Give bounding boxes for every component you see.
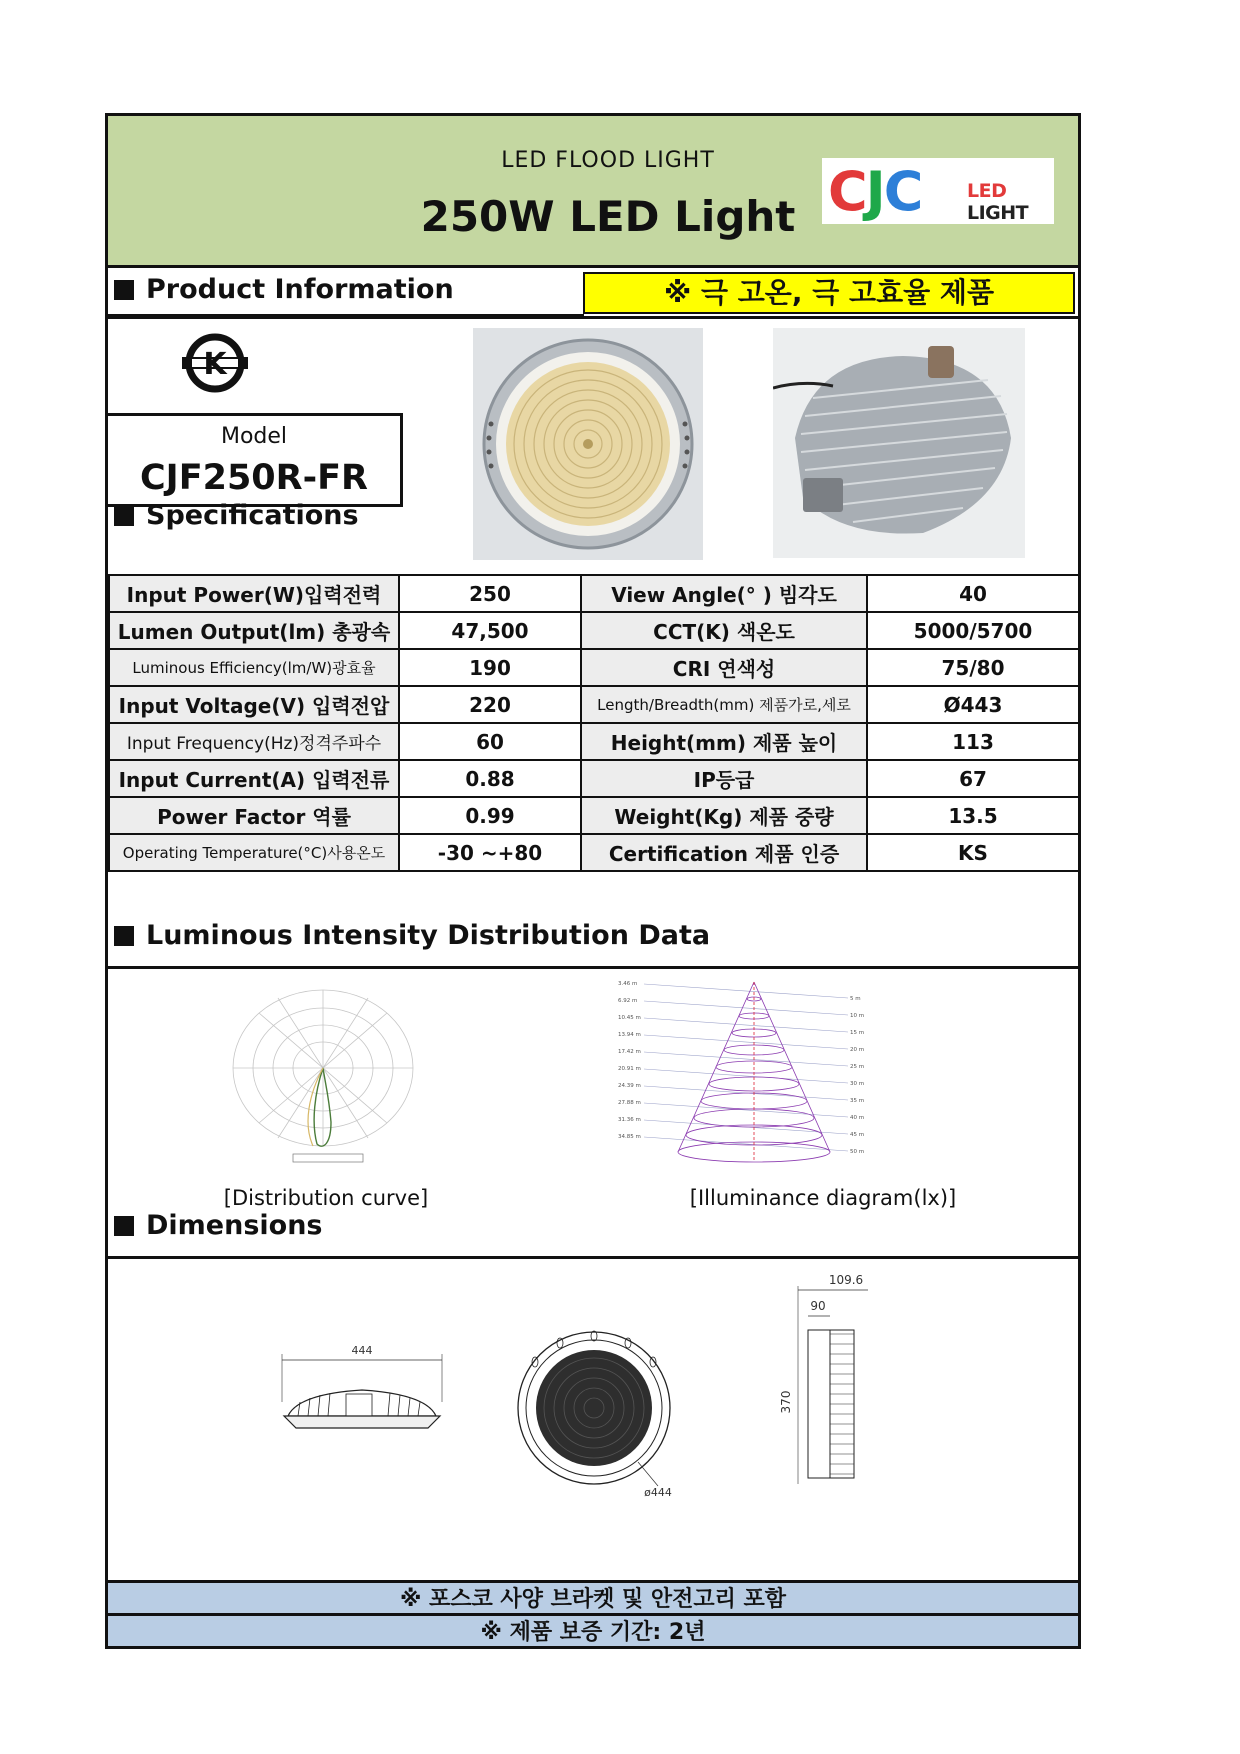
- footer-note-bracket: ※ 포스코 사양 브라켓 및 안전고리 포함: [108, 1580, 1078, 1613]
- front-view-drawing: [508, 1322, 688, 1502]
- product-photo-heatsink: [773, 328, 1025, 558]
- svg-text:31.36 m: 31.36 m: [618, 1117, 641, 1123]
- svg-text:6.92 m: 6.92 m: [618, 998, 638, 1004]
- specifications-heading: Specifications: [114, 500, 359, 531]
- brand-logo: CJC LED LIGHT: [822, 158, 1054, 224]
- svg-text:ø444: ø444: [644, 1486, 672, 1499]
- svg-text:34.85 m: 34.85 m: [618, 1134, 641, 1140]
- svg-text:25 m: 25 m: [850, 1064, 865, 1070]
- svg-text:370: 370: [779, 1390, 793, 1414]
- table-row: Operating Temperature(°C)사용온도 -30 ~+80 Certification 제품 인증 KS: [109, 834, 1079, 871]
- svg-text:50 m: 50 m: [850, 1149, 865, 1155]
- header-title: 250W LED Light: [420, 192, 796, 241]
- model-value: CJF250R-FR: [139, 458, 368, 498]
- svg-text:109.6: 109.6: [828, 1274, 864, 1287]
- svg-text:13.94 m: 13.94 m: [618, 1032, 641, 1038]
- header: [108, 116, 1078, 268]
- ks-certification-icon: [182, 330, 248, 396]
- divider: [108, 966, 1078, 969]
- svg-text:27.88 m: 27.88 m: [618, 1100, 641, 1106]
- divider: [108, 316, 1078, 319]
- svg-text:30 m: 30 m: [850, 1081, 865, 1087]
- svg-text:20.91 m: 20.91 m: [618, 1066, 641, 1072]
- svg-text:90: 90: [810, 1299, 826, 1313]
- svg-text:17.42 m: 17.42 m: [618, 1049, 641, 1055]
- svg-text:40 m: 40 m: [850, 1115, 865, 1121]
- illuminance-cone-diagram: [618, 976, 880, 1166]
- header-subtitle: LED FLOOD LIGHT: [501, 148, 715, 173]
- table-row: Input Power(W)입력전력 250 View Angle(° ) 빔각도 40: [109, 575, 1079, 612]
- product-info-heading: Product Information: [114, 274, 454, 305]
- table-row: Lumen Output(lm) 총광속 47,500 CCT(K) 색온도 5000/5700: [109, 612, 1079, 649]
- svg-text:45 m: 45 m: [850, 1132, 865, 1138]
- product-photo-front: [473, 328, 703, 560]
- svg-text:3.46 m: 3.46 m: [618, 981, 638, 987]
- svg-text:10.45 m: 10.45 m: [618, 1015, 641, 1021]
- model-label: Model: [220, 424, 288, 449]
- table-row: Input Current(A) 입력전류 0.88 IP등급 67: [109, 760, 1079, 797]
- spec-sheet: [105, 113, 1081, 1649]
- svg-text:24.39 m: 24.39 m: [618, 1083, 641, 1089]
- distribution-curve-caption: [Distribution curve]: [223, 1186, 429, 1210]
- footer-note-warranty: ※ 제품 보증 기간: 2년: [108, 1613, 1078, 1646]
- distribution-heading: Luminous Intensity Distribution Data: [114, 920, 710, 951]
- table-row: Input Frequency(Hz)정격주파수 60 Height(mm) 제품 높이 113: [109, 723, 1079, 760]
- svg-text:444: 444: [351, 1344, 373, 1357]
- profile-view-drawing: [768, 1274, 908, 1504]
- dimensions-heading: Dimensions: [114, 1210, 323, 1241]
- svg-text:10 m: 10 m: [850, 1013, 865, 1019]
- svg-text:35 m: 35 m: [850, 1098, 865, 1104]
- divider: [108, 1256, 1078, 1259]
- svg-text:5 m: 5 m: [850, 996, 861, 1002]
- table-row: Luminous Efficiency(lm/W)광효율 190 CRI 연색성 75/80: [109, 649, 1079, 686]
- table-row: Input Voltage(V) 입력전압 220 Length/Breadth(mm) 제품가로,세로 Ø443: [109, 686, 1079, 723]
- svg-text:K: K: [203, 347, 227, 382]
- svg-text:20 m: 20 m: [850, 1047, 865, 1053]
- svg-text:15 m: 15 m: [850, 1030, 865, 1036]
- highlight-banner: ※ 극 고온, 극 고효율 제품: [583, 272, 1075, 314]
- specifications-table: [108, 574, 1080, 872]
- side-view-drawing: [278, 1342, 446, 1442]
- model-box: [108, 413, 403, 507]
- illuminance-diagram-caption: [Illuminance diagram(lx)]: [689, 1186, 957, 1210]
- distribution-curve-diagram: [223, 982, 423, 1172]
- table-row: Power Factor 역률 0.99 Weight(Kg) 제품 중량 13.5: [109, 797, 1079, 834]
